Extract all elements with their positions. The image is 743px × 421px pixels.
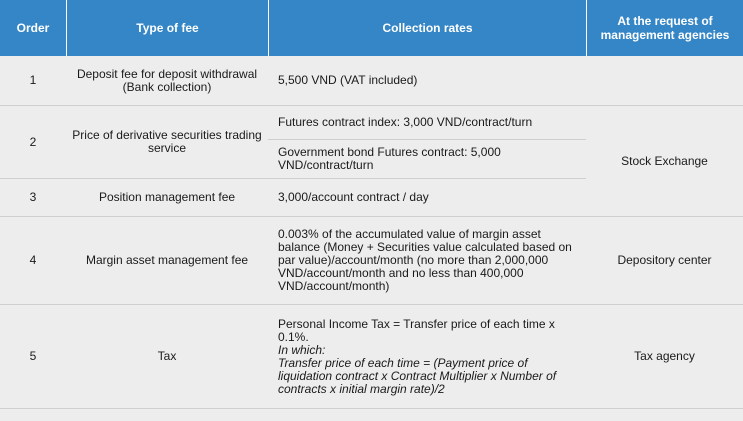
agency-cell: Depository center [586, 217, 743, 305]
fee-type-cell: Price of derivative securities trading service [66, 106, 268, 179]
header-agency: At the request of management agencies [586, 0, 743, 56]
rate-cell: 5,500 VND (VAT included) [268, 56, 586, 106]
fee-type-cell: Tax [66, 305, 268, 409]
order-cell: 1 [0, 56, 66, 106]
header-order: Order [0, 0, 66, 56]
order-cell: 4 [0, 217, 66, 305]
order-cell: 5 [0, 305, 66, 409]
agency-cell [586, 56, 743, 106]
rate-cell [268, 305, 586, 409]
order-cell: 3 [0, 179, 66, 217]
tax-formula-main: Personal Income Tax = Transfer price of each time x 0.1%. [278, 316, 555, 344]
header-type: Type of fee [66, 0, 268, 56]
agency-cell: Stock Exchange [586, 106, 743, 217]
rate-cell: Government bond Futures contract: 5,000 VND/contract/turn [268, 140, 586, 179]
table-header [0, 0, 743, 56]
rate-cell: Futures contract index: 3,000 VND/contract/turn [268, 106, 586, 140]
table-row [0, 56, 743, 106]
tax-transfer-price-formula: Transfer price of each time = (Payment price of liquidation contract x Contract Multiplier x Number of contracts x initial margin rate)/2 [278, 355, 557, 396]
table-row [0, 106, 743, 140]
fee-type-cell: Position management fee [66, 179, 268, 217]
fee-type-cell: Margin asset management fee [66, 217, 268, 305]
tax-in-which-label: In which: [278, 342, 326, 357]
agency-cell: Tax agency [586, 305, 743, 409]
fee-type-cell: Deposit fee for deposit withdrawal (Bank collection) [66, 56, 268, 106]
order-cell: 2 [0, 106, 66, 179]
rate-cell: 3,000/account contract / day [268, 179, 586, 217]
header-rates: Collection rates [268, 0, 586, 56]
rate-cell: 0.003% of the accumulated value of margin asset balance (Money + Securities value calculated based on par value)/account/month (no more than 2,000,000 VND/account/month and no less than 400,000 VND/account/month) [268, 217, 586, 305]
table-row [0, 217, 743, 305]
table-row [0, 305, 743, 409]
